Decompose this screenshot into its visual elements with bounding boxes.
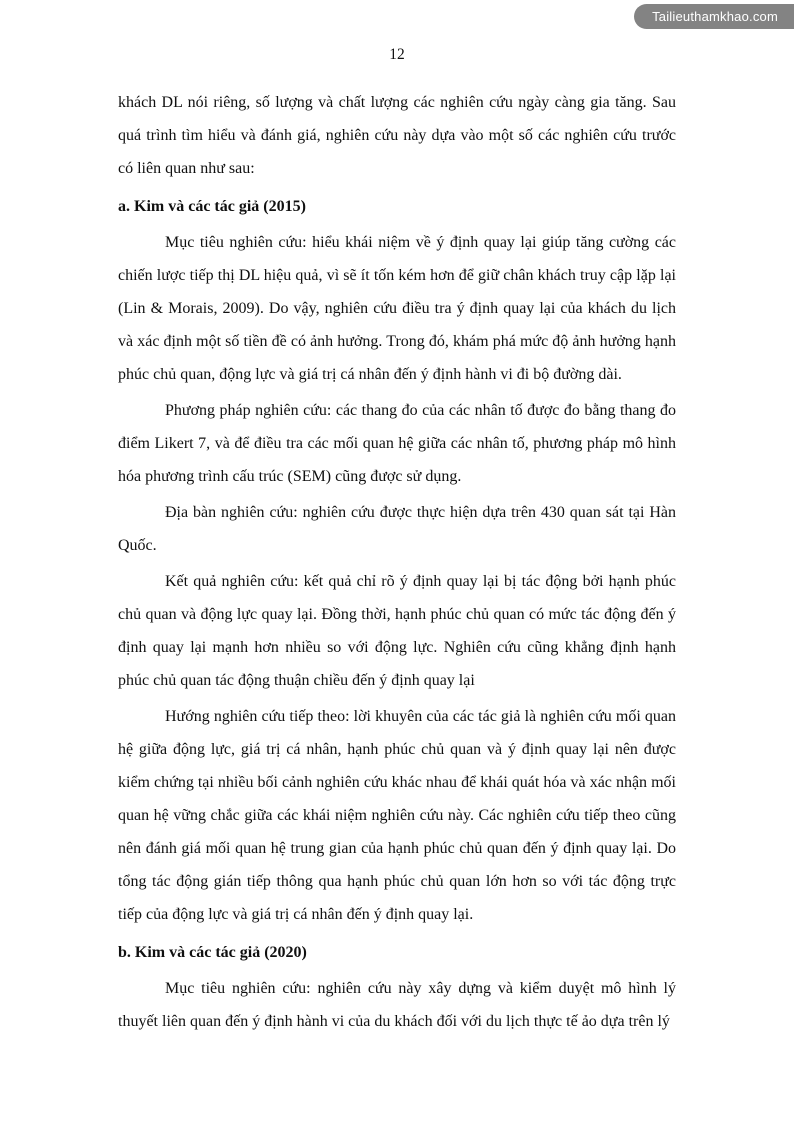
page-number: 12: [389, 46, 405, 63]
paragraph-phuong-phap-2015: Phương pháp nghiên cứu: các thang đo của các nhân tố được đo bằng thang đo điểm Likert 7, và để điều tra các mối quan hệ giữa các nhân tố, phương pháp mô hình hóa phương trình cấu trúc (SEM) cũng được sử dụng.: [118, 402, 676, 485]
paragraph-huong-nghien-cuu-2015: Hướng nghiên cứu tiếp theo: lời khuyên của các tác giả là nghiên cứu mối quan hệ giữa động lực, giá trị cá nhân, hạnh phúc chủ quan và ý định quay lại nên được kiểm chứng tại nhiều bối cảnh nghiên cứu khác nhau để khái quát hóa và xác nhận mối quan hệ vững chắc giữa các khái niệm nghiên cứu này. Các nghiên cứu tiếp theo cũng nên đánh giá mối quan hệ trung gian của hạnh phúc chủ quan đến ý định quay lại. Do tổng tác động gián tiếp thông qua hạnh phúc chủ quan lớn hơn so với tác động trực tiếp của động lực và giá trị cá nhân đến ý định quay lại.: [118, 708, 676, 923]
paragraph-ket-qua-2015: Kết quả nghiên cứu: kết quả chỉ rõ ý định quay lại bị tác động bởi hạnh phúc chủ quan và động lực quay lại. Đồng thời, hạnh phúc chủ quan có mức tác động đến ý định quay lại mạnh hơn nhiều so với động lực. Nghiên cứu cũng khẳng định hạnh phúc chủ quan tác động thuận chiều đến ý định quay lại: [118, 573, 676, 689]
paragraph-muc-tieu-2020: Mục tiêu nghiên cứu: nghiên cứu này xây dựng và kiểm duyệt mô hình lý thuyết liên quan đến ý định hành vi của du khách đối với du lịch thực tế ảo dựa trên lý: [118, 980, 676, 1030]
watermark-badge: Tailieuthamkhao.com: [634, 4, 794, 29]
paragraph-intro: khách DL nói riêng, số lượng và chất lượng các nghiên cứu ngày càng gia tăng. Sau quá trình tìm hiểu và đánh giá, nghiên cứu này dựa vào một số các nghiên cứu trước có liên quan như sau:: [118, 94, 676, 177]
paragraph-muc-tieu-2015: Mục tiêu nghiên cứu: hiểu khái niệm về ý định quay lại giúp tăng cường các chiến lược tiếp thị DL hiệu quả, vì sẽ ít tốn kém hơn để giữ chân khách truy cập lặp lại (Lin & Morais, 2009). Do vậy, nghiên cứu điều tra ý định quay lại của khách du lịch và xác định một số tiền đề có ảnh hưởng. Trong đó, khám phá mức độ ảnh hưởng hạnh phúc chủ quan, động lực và giá trị cá nhân đến ý định hành vi đi bộ đường dài.: [118, 234, 676, 383]
section-heading-b: b. Kim và các tác giả (2020): [118, 944, 307, 961]
section-heading-a: a. Kim và các tác giả (2015): [118, 198, 306, 215]
paragraph-dia-ban-2015: Địa bàn nghiên cứu: nghiên cứu được thực hiện dựa trên 430 quan sát tại Hàn Quốc.: [118, 504, 676, 554]
page-content: [118, 86, 676, 1041]
